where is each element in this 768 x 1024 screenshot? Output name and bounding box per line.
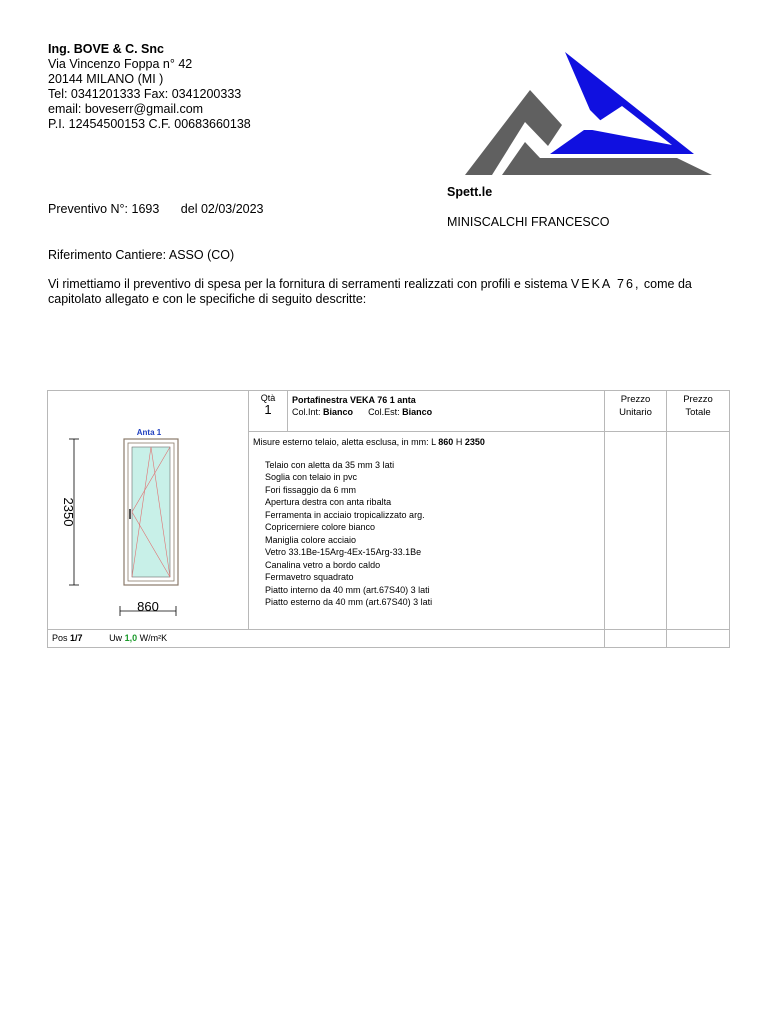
intro-brand: VEKA 76, — [570, 277, 641, 291]
unit-price-header — [605, 391, 667, 432]
uw-label: Uw — [109, 633, 123, 643]
window-drawing — [48, 391, 248, 627]
height-dimension-label: 2350 — [61, 497, 76, 527]
spec-item: Piatto interno da 40 mm (art.67S40) 3 lati — [265, 584, 430, 595]
product-cell — [288, 391, 605, 432]
addressee-block — [447, 185, 610, 229]
spec-item: Canalina vetro a bordo caldo — [265, 559, 381, 570]
spec-list — [253, 459, 600, 609]
pos-value: 1/7 — [70, 633, 83, 643]
intro-text-end: come da capitolato allegato e con le specifiche di seguito descritte: — [48, 277, 692, 306]
company-block — [48, 42, 251, 132]
company-email: email: boveserr@gmail.com — [48, 102, 204, 116]
handle-icon — [129, 509, 131, 519]
measures-height: 2350 — [464, 437, 485, 448]
specifications-cell — [249, 432, 605, 630]
spec-item: Maniglia colore acciaio — [265, 534, 357, 545]
measures-line — [253, 436, 600, 449]
product-title: Portafinestra VEKA 76 1 anta — [292, 395, 416, 405]
total-price-header-line-2: Totale — [685, 407, 711, 418]
company-address-2: 20144 MILANO (MI ) — [48, 72, 164, 86]
col-int-label: Col.Int: — [292, 407, 321, 417]
unit-price-header-line-1: Prezzo — [620, 394, 651, 405]
spec-item: Copricerniere colore bianco — [265, 522, 376, 533]
unit-price-header-line-2: Unitario — [619, 407, 652, 418]
qty-value: 1 — [264, 402, 272, 417]
spec-item: Vetro 33.1Be-15Arg-4Ex-15Arg-33.1Be — [265, 547, 422, 558]
intro-paragraph — [48, 277, 718, 307]
spec-item: Fori fissaggio da 6 mm — [265, 484, 357, 495]
qty-header: Qtà — [260, 393, 276, 403]
quote-number: Preventivo N°: 1693 — [48, 202, 160, 216]
position-table — [47, 390, 730, 648]
position-footer — [48, 630, 605, 648]
site-reference: Riferimento Cantiere: ASSO (CO) — [48, 248, 235, 262]
company-name: Ing. BOVE & C. Snc — [48, 42, 164, 56]
spec-item: Soglia con telaio in pvc — [265, 472, 358, 483]
col-est-value: Bianco — [402, 407, 433, 417]
company-phones: Tel: 0341201333 Fax: 0341200333 — [48, 87, 242, 101]
addressee-label: Spett.le — [447, 185, 493, 199]
total-price-footer — [667, 630, 730, 648]
glass-pane — [132, 447, 170, 577]
quote-date: del 02/03/2023 — [180, 202, 264, 216]
total-price-header-line-1: Prezzo — [683, 394, 713, 405]
product-colors — [292, 406, 600, 418]
spec-item: Apertura destra con anta ribalta — [265, 497, 392, 508]
spec-item: Ferramenta in acciaio tropicalizzato arg. — [265, 509, 425, 520]
unit-price-cell — [605, 432, 667, 630]
col-est-label: Col.Est: — [368, 407, 400, 417]
measures-text: Misure esterno telaio, aletta esclusa, in mm: L — [253, 437, 436, 448]
spec-item: Telaio con aletta da 35 mm 3 lati — [265, 459, 395, 470]
company-tax-ids: P.I. 12454500153 C.F. 00683660138 — [48, 117, 251, 131]
pos-label: Pos — [52, 633, 68, 643]
total-price-header — [667, 391, 730, 432]
uw-unit: W/m²K — [139, 633, 168, 643]
quote-number-line — [48, 202, 264, 216]
measures-h-label: H — [455, 437, 463, 448]
sash-label: Anta 1 — [136, 428, 162, 437]
col-int-value: Bianco — [323, 407, 354, 417]
spec-item: Piatto esterno da 40 mm (art.67S40) 3 lati — [265, 597, 433, 608]
intro-text-start: Vi rimettiamo il preventivo di spesa per la fornitura di serramenti realizzati con profili e sistema — [48, 277, 568, 291]
company-address-1: Via Vincenzo Foppa n° 42 — [48, 57, 193, 71]
measures-width: 860 — [438, 437, 454, 448]
addressee-name: MINISCALCHI FRANCESCO — [447, 215, 610, 229]
spec-item: Fermavetro squadrato — [265, 572, 354, 583]
unit-price-footer — [605, 630, 667, 648]
width-dimension-label: 860 — [137, 599, 159, 614]
total-price-cell — [667, 432, 730, 630]
qty-cell — [249, 391, 288, 432]
uw-value: 1,0 — [124, 633, 138, 643]
window-drawing-cell — [48, 391, 249, 630]
company-logo — [462, 50, 717, 183]
